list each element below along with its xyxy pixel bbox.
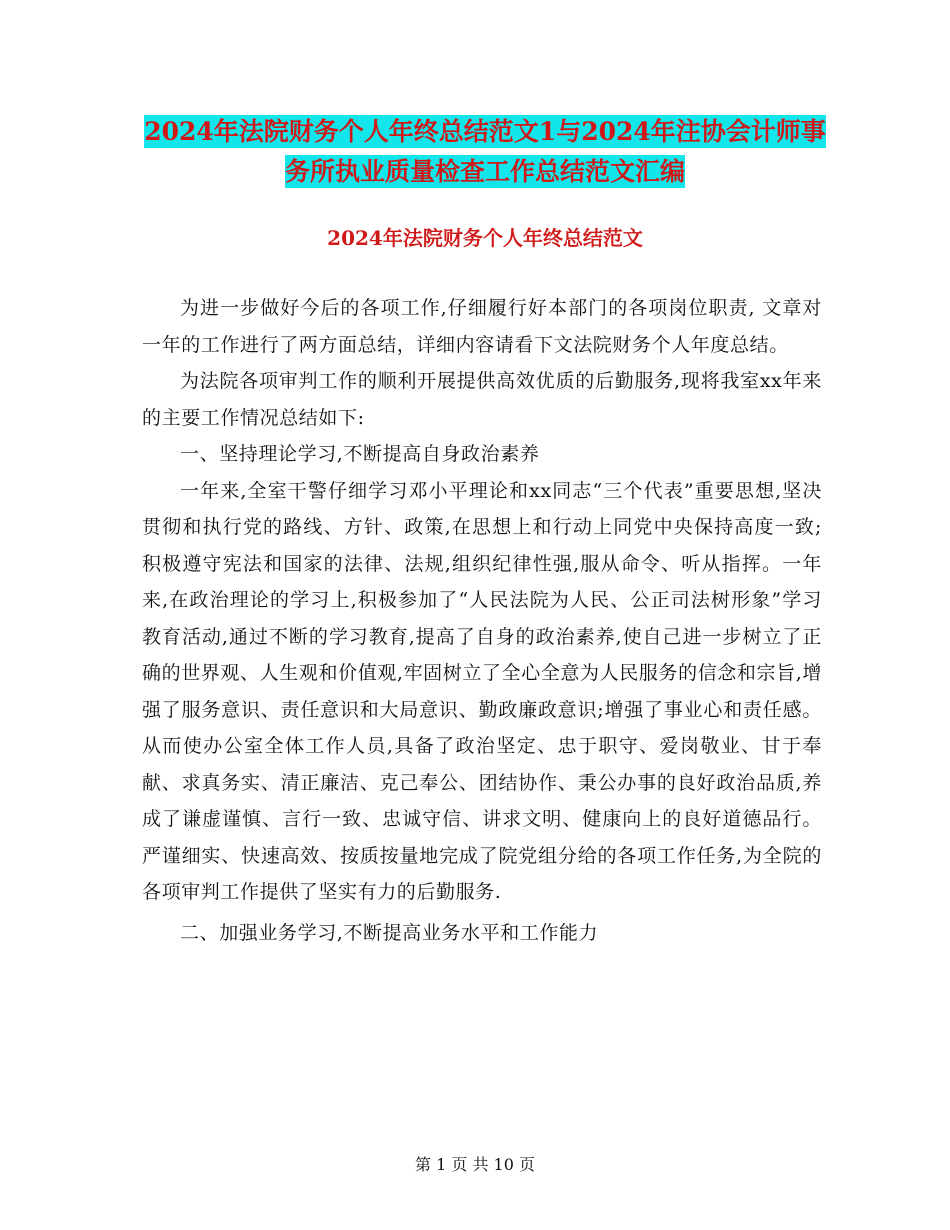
page-footer: 第 1 页 共 10 页	[415, 1155, 535, 1174]
section-title: 2024年法院财务个人年终总结范文	[327, 226, 643, 250]
paragraph: 一年来,全室干警仔细学习邓小平理论和xx同志“三个代表”重要思想,坚决贯彻和执行党的路线、方针、政策,在思想上和行动上同党中央保持高度一致;积极遵守宪法和国家的法律、法规,组织纪律性强,服从命令、听从指挥。一年来,在政治理论的学习上,积极参加了“人民法院为人民、公正司法树形象”学习教育活动,通过不断的学习教育,提高了自身的政治素养,使自己进一步树立了正确的世界观、人生观和价值观,牢固树立了全心全意为人民服务的信念和宗旨,增强了服务意识、责任意识和大局意识、勤政廉政意识;增强了事业心和责任感。从而使办公室全体工作人员,具备了政治坚定、忠于职守、爱岗敬业、甘于奉献、求真务实、清正廉洁、克己奉公、团结协作、秉公办事的良好政治品质,养成了谦虚谨慎、言行一致、忠诚守信、讲求文明、健康向上的良好道德品行。严谨细实、快速高效、按质按量地完成了院党组分给的各项工作任务,为全院的各项审判工作提供了坚实有力的后勤服务.	[142, 479, 822, 903]
section-heading: 二、加强业务学习,不断提高业务水平和工作能力	[180, 921, 599, 944]
paragraph: 为进一步做好今后的各项工作,仔细履行好本部门的各项岗位职责, 文章对一年的工作进行了两方面总结，详细内容请看下文法院财务个人年度总结。	[142, 297, 822, 356]
paragraph: 为法院各项审判工作的顺利开展提供高效优质的后勤服务,现将我室xx年来的主要工作情况总结如下:	[142, 370, 822, 429]
section-heading: 一、坚持理论学习,不断提高自身政治素养	[180, 443, 540, 465]
highlighted-title-text: 2024年法院财务个人年终总结范文1与2024年注协会计师事务所执业质量检查工作总结范文汇编	[144, 117, 826, 186]
document-main-title	[140, 112, 830, 192]
document-body	[142, 290, 822, 951]
